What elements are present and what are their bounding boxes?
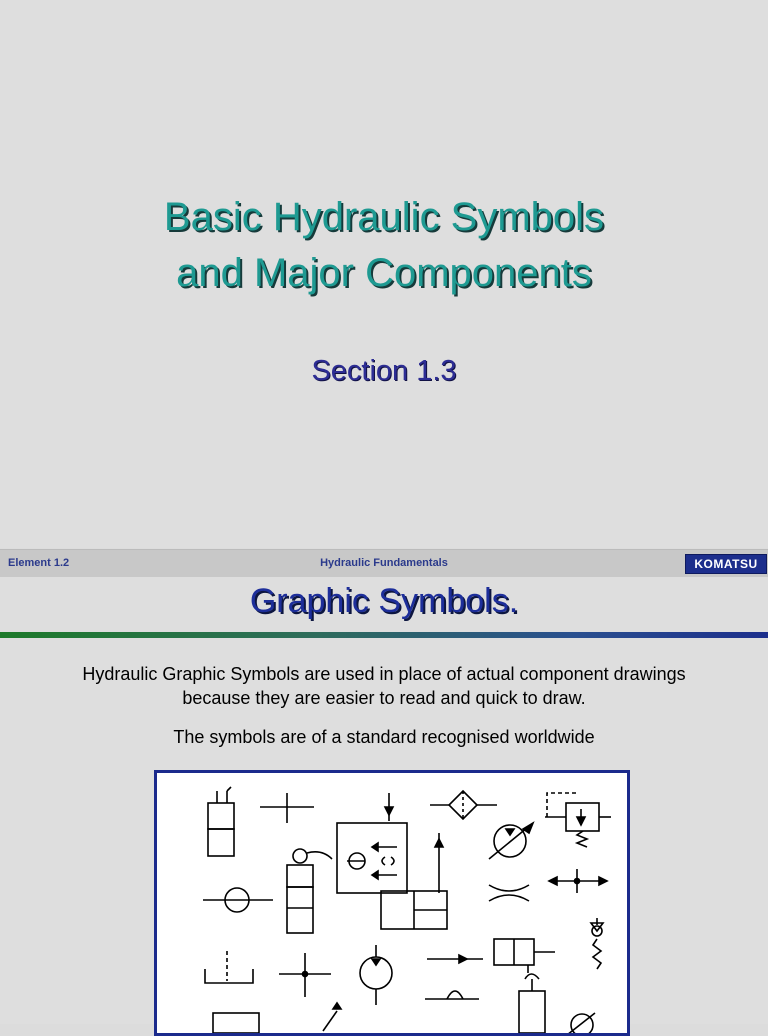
flow-line-arrow-symbol [385,793,393,821]
footer-element: Element 1.2 [8,557,70,569]
relief-valve-symbol [545,793,611,847]
tank-symbol [205,951,253,983]
accumulator-symbol [591,918,603,969]
check-valve-symbol [494,939,555,973]
filter-symbol [430,791,497,819]
pipe-tee-symbol [425,991,479,999]
intro-paragraph: Hydraulic Graphic Symbols are used in place of actual component drawings because they are easier to read and quick to draw. [82,664,686,708]
footer-course-name: Hydraulic Fundamentals [320,557,448,569]
slide-title-line1: Basic Hydraulic Symbols [163,195,605,239]
fixed-pump-symbol [360,945,392,1005]
standard-paragraph: The symbols are of a standard recognised worldwide [173,727,595,747]
cylinder-symbol [208,787,234,856]
graphic-symbols-slide [0,577,768,1024]
junction-arrow-symbol [549,869,607,893]
bottom-row-symbols [213,1003,595,1033]
directional-control-valve-symbol [337,823,407,893]
flow-direction-symbol [427,955,483,963]
line-junction-symbol [279,953,331,997]
orifice-symbol [489,885,529,901]
slide-heading: Graphic Symbols. [249,582,519,620]
single-acting-cylinder-symbol [287,849,332,933]
heading-divider [0,632,768,638]
slide-footer [0,549,768,577]
hydraulic-symbols-diagram [154,770,630,1036]
section-subtitle: Section 1.3 [311,355,457,387]
symbols-drawing [157,773,627,1033]
variable-pump-symbol [489,823,533,859]
motor-symbol [203,888,273,912]
line-crossing-symbol [260,793,314,823]
slide-title-line2: and Major Components [176,251,592,295]
ram-cylinder-symbol [519,974,545,1033]
komatsu-logo: KOMATSU [685,554,767,574]
